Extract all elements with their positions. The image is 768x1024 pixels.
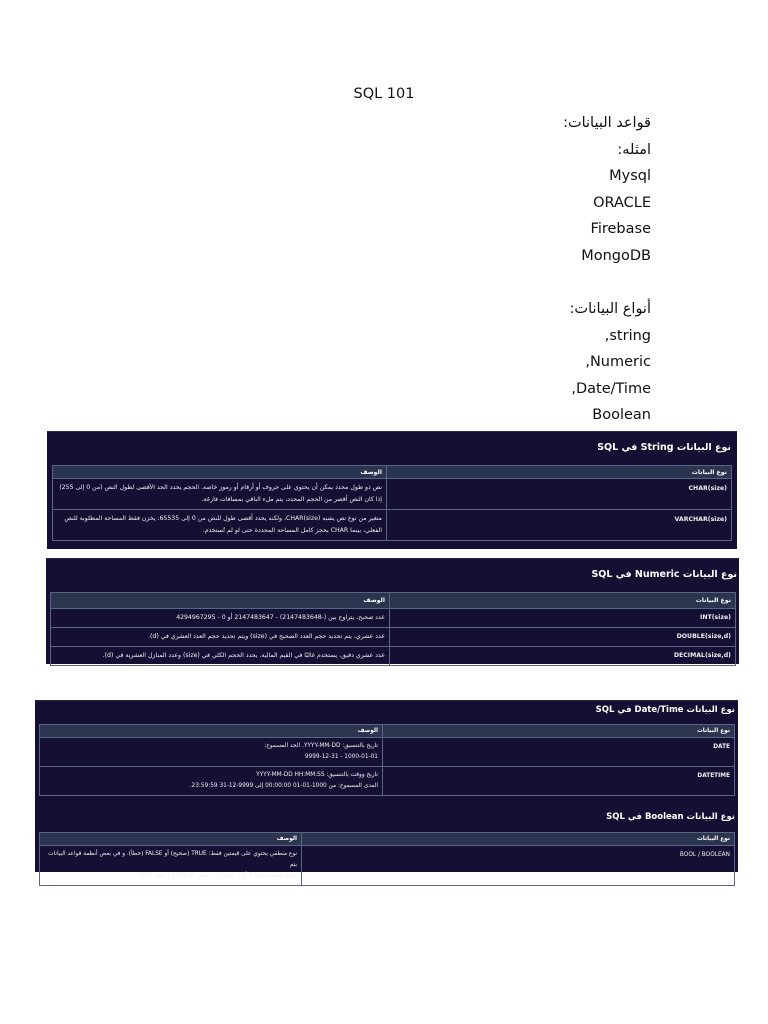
description-line: الفعلي، بينما CHAR يحجز كامل المساحة المحددة حتى لو لم تُستخدم. xyxy=(202,527,382,534)
description-cell: عدد عشري دقيق، يستخدم غالبًا في القيم المالية. يحدد الحجم الكلي في (size) وعدد المنازل العشرية في (d). xyxy=(51,647,390,666)
types-heading: أنواع البيانات: xyxy=(569,301,651,317)
description-line: نوع منطقي يحتوي على قيمتين فقط: TRUE (صحيح) أو FALSE (خطأ). و في بعض أنظمة قواعد البيانات يتم xyxy=(48,851,297,868)
type-cell: CHAR(size) xyxy=(387,479,732,510)
boolean-types-table xyxy=(39,832,735,886)
description-cell xyxy=(53,479,387,510)
boolean-card-title: نوع البيانات Boolean في SQL xyxy=(606,812,735,822)
type-item: Boolean xyxy=(592,407,651,423)
datetime-types-table xyxy=(39,724,735,796)
database-item: ORACLE xyxy=(593,194,651,211)
type-item: Numeric, xyxy=(585,354,651,370)
database-item: Mysql xyxy=(609,168,651,184)
column-header-type: نوع البيانات xyxy=(383,725,735,738)
column-header-type: نوع البيانات xyxy=(302,833,735,846)
table-header-row xyxy=(40,833,735,846)
type-cell: DOUBLE(size,d) xyxy=(390,628,736,647)
description-line: تاريخ بالتنسيق: YYYY-MM-DD. الحد المسموح: xyxy=(264,743,378,749)
type-cell: DATETIME xyxy=(383,767,735,796)
table-row xyxy=(40,738,735,767)
description-line: إذا كان النص أقصر من الحجم المحدد، يتم ملء الباقي بمسافات فارغة. xyxy=(201,496,382,503)
description-cell: عدد صحيح، يتراوح بين (-2147483648) - 2147483647 أو 0 - 4294967295 xyxy=(51,609,390,628)
description-line: تمثيله كعدد صحيح 0 أو 1، حيث إن 0 تعني FALSE و 1 تعني TRUE. xyxy=(134,873,297,879)
column-header-description: الوصف xyxy=(40,725,383,738)
table-row xyxy=(40,767,735,796)
document-title: SQL 101 xyxy=(353,86,415,102)
description-line: تاريخ ووقت بالتنسيق: YYYY-MM-DD HH:MM:SS xyxy=(256,772,378,778)
description-line: 1000-01-01 - 9999-12-31 xyxy=(304,754,378,760)
description-line: المدى المسموح: من 1000-01-01 00:00:00 إلى 9999-12-31 23:59:59. xyxy=(189,783,378,789)
string-card-title: نوع البيانات String في SQL xyxy=(597,442,731,453)
document-text xyxy=(231,110,651,429)
type-cell: DECIMAL(size,d) xyxy=(390,647,736,666)
numeric-types-card xyxy=(46,558,739,664)
string-types-table xyxy=(52,465,732,541)
column-header-description: الوصف xyxy=(40,833,302,846)
type-cell: INT(size) xyxy=(390,609,736,628)
databases-heading: قواعد البيانات: xyxy=(563,115,651,131)
table-row xyxy=(40,846,735,886)
table-header-row xyxy=(40,725,735,738)
table-header-row xyxy=(51,593,736,609)
column-header-type: نوع البيانات xyxy=(387,466,732,479)
description-line: نص ذو طول محدد يمكن أن يحتوي على حروف أو أرقام أو رموز خاصة. الحجم يحدد الحد الأقصى لطول النص (من 0 إلى 255) xyxy=(59,484,382,491)
table-row xyxy=(51,647,736,666)
table-row xyxy=(51,609,736,628)
description-line: متغير من نوع نص يشبه CHAR(size)، ولكنه يحدد أقصى طول للنص من 0 إلى 65535. يخزن فقط المساحة المطلوبة للنص xyxy=(64,515,382,522)
examples-heading: امثله: xyxy=(617,141,651,158)
string-types-card xyxy=(47,431,737,549)
datetime-boolean-card xyxy=(35,700,738,879)
description-cell xyxy=(40,846,302,886)
description-cell xyxy=(40,767,383,796)
column-header-description: الوصف xyxy=(53,466,387,479)
table-row xyxy=(53,510,732,541)
type-cell: VARCHAR(size) xyxy=(387,510,732,541)
description-cell xyxy=(53,510,387,541)
numeric-types-table xyxy=(50,592,736,666)
column-header-type: نوع البيانات xyxy=(390,593,736,609)
database-item: MongoDB xyxy=(581,247,651,264)
database-item: Firebase xyxy=(590,221,651,237)
description-cell: عدد عشري، يتم تحديد حجم العدد الصحيح في (size) ويتم تحديد حجم العدد العشري في (d). xyxy=(51,628,390,647)
type-item: Date/Time, xyxy=(571,380,651,397)
type-cell: DATE xyxy=(383,738,735,767)
type-cell: BOOL / BOOLEAN xyxy=(302,846,735,886)
table-row xyxy=(51,628,736,647)
description-cell xyxy=(40,738,383,767)
datetime-card-title: نوع البيانات Date/Time في SQL xyxy=(595,705,735,715)
column-header-description: الوصف xyxy=(51,593,390,609)
numeric-card-title: نوع البيانات Numeric في SQL xyxy=(591,569,737,580)
type-item: string, xyxy=(604,327,651,344)
table-row xyxy=(53,479,732,510)
table-header-row xyxy=(53,466,732,479)
